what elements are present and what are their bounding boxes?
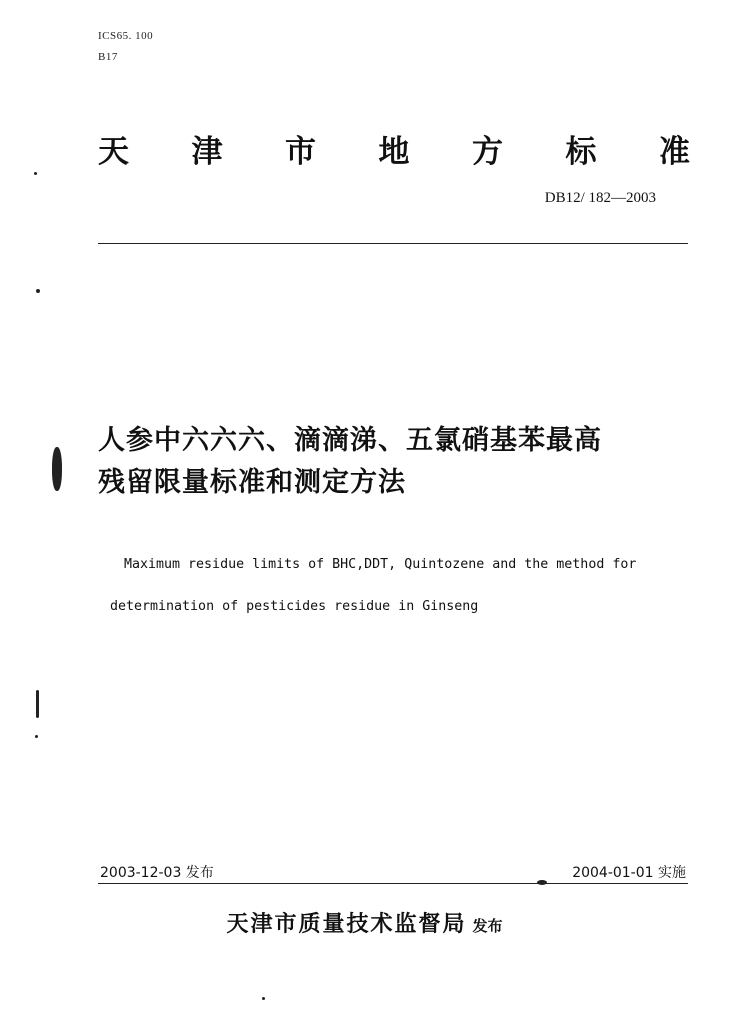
- scan-speck: [34, 172, 37, 175]
- header-divider: [98, 243, 688, 244]
- document-title-en-line: Maximum residue limits of BHC,DDT, Quintozene and the method for: [124, 557, 637, 572]
- binding-hole-mark: [52, 447, 62, 491]
- scan-speck: [262, 997, 265, 1000]
- standard-title-char: 方: [472, 134, 503, 170]
- scan-speck: [35, 735, 38, 738]
- issuing-authority: [0, 907, 729, 938]
- issuer-name: 天津市质量技术监督局: [226, 912, 467, 937]
- standard-title-char: 津: [191, 134, 223, 170]
- footer-divider: [98, 883, 688, 884]
- release-date: 2003-12-03 发布: [100, 865, 214, 881]
- standard-title-char: 准: [659, 134, 690, 170]
- document-title-cn-line: 残留限量标准和测定方法: [98, 467, 406, 498]
- scan-speck: [537, 880, 547, 885]
- standard-title-char: 天: [98, 134, 129, 170]
- document-title-cn: [98, 420, 698, 504]
- standard-title-char: 地: [378, 134, 410, 170]
- scan-speck: [36, 289, 40, 293]
- document-title-cn-line: 人参中六六六、滴滴涕、五氯硝基苯最高: [98, 425, 602, 456]
- binding-hole-mark: [36, 690, 39, 718]
- ics-code: ICS65. 100: [98, 30, 154, 42]
- standard-title: [98, 126, 690, 171]
- document-title-en-line: determination of pesticides residue in Ginseng: [110, 599, 479, 614]
- standard-title-char: 市: [285, 134, 316, 170]
- ccs-code: B17: [98, 51, 118, 63]
- implementation-date: 2004-01-01 实施: [572, 865, 686, 881]
- standard-title-char: 标: [565, 134, 597, 170]
- issue-word: 发布: [472, 917, 503, 935]
- standard-number: DB12/ 182—2003: [544, 190, 656, 206]
